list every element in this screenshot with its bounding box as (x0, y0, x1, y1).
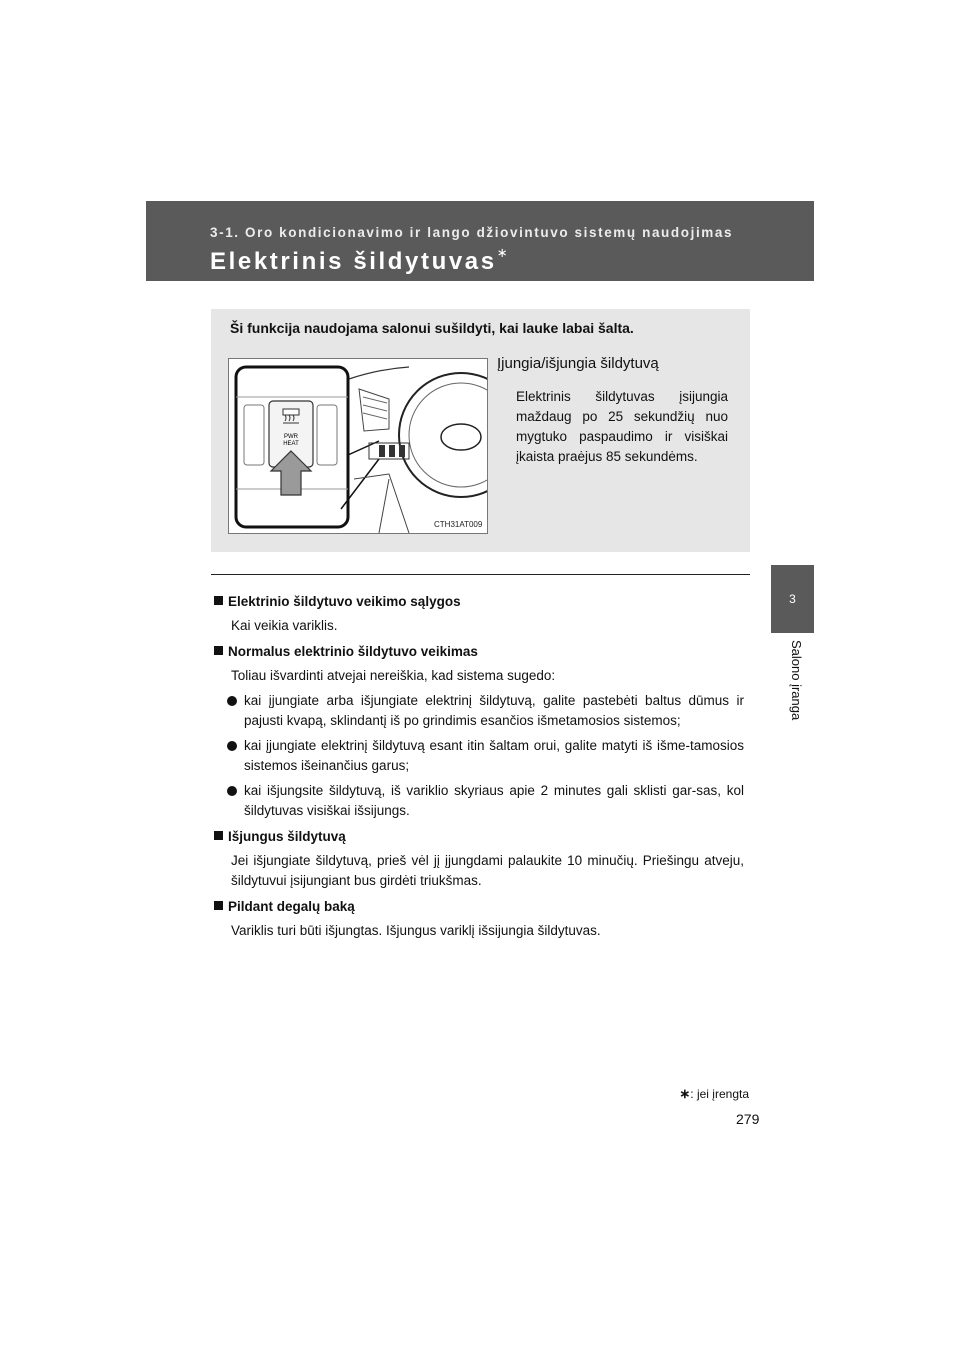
chapter-tab: 3 (771, 565, 814, 633)
button-label-pwr: PWR (284, 434, 298, 440)
dashboard-edge (349, 367, 409, 379)
list-item-text: kai išjungsite šildytuvą, iš variklio skyriaus apie 2 minutes gali sklisti gar-sas, kol šildytuvas visiškai išsijungs. (244, 783, 744, 818)
dashboard-drawing (229, 359, 487, 533)
vent-slat (363, 397, 387, 403)
side-switch (317, 405, 337, 465)
square-bullet-icon (214, 831, 223, 840)
section-title: 3-1. Oro kondicionavimo ir lango džiovintuvo sistemų naudojimas (210, 225, 734, 240)
figure-code: CTH31AT009 (434, 520, 483, 529)
list-item (214, 691, 744, 731)
steering-wheel (399, 373, 487, 497)
steering-wheel-inner (409, 383, 487, 487)
info-heading: Ši funkcija naudojama salonui sušildyti, kai lauke labai šalta. (230, 320, 634, 336)
section-heading (214, 592, 744, 612)
chapter-label: Salono įranga (789, 640, 804, 721)
vent-slat (363, 413, 387, 419)
section-text: Jei išjungiate šildytuvą, prieš vėl jį įjungdami palaukite 10 minučių. Priešingu atveju, šildytuvui įsijungiant bus girdėti triukšmas. (231, 853, 744, 888)
list-item (214, 781, 744, 821)
section-heading (214, 642, 744, 662)
button-label-heat: HEAT (283, 441, 299, 447)
round-bullet-icon (227, 786, 237, 796)
list-item (214, 736, 744, 776)
section-heading (214, 827, 744, 847)
footnote-asterisk: ∗ (679, 1086, 691, 1101)
dashboard-illustration (228, 358, 488, 534)
page-number: 279 (736, 1111, 760, 1127)
square-bullet-icon (214, 596, 223, 605)
section-heading-text: Pildant degalų baką (228, 899, 355, 914)
list-item-text: kai įjungiate elektrinį šildytuvą esant itin šaltam orui, galite matyti iš išme-tamosios sistemos išeinančius garus; (244, 738, 744, 773)
page-title (210, 245, 508, 276)
footnote-text: : jei įrengta (690, 1087, 749, 1101)
dashboard-lower (354, 474, 409, 533)
section-text: Kai veikia variklis. (231, 618, 338, 633)
section-heading-text: Elektrinio šildytuvo veikimo sąlygos (228, 594, 461, 609)
vent-slat (363, 405, 387, 411)
steering-hub (441, 424, 481, 450)
indicator-lamp (283, 409, 299, 415)
section-heading-text: Normalus elektrinio šildytuvo veikimas (228, 644, 478, 659)
section-text: Toliau išvardinti atvejai nereiškia, kad sistema sugedo: (231, 668, 556, 683)
section-text: Variklis turi būti išjungtas. Išjungus variklį išsijungia šildytuvas. (231, 923, 601, 938)
callout-text: Elektrinis šildytuvas įsijungia maždaug po 25 sekundžių nuo mygtuko paspaudimo ir visiškai įkaista praėjus 85 sekundėms. (516, 389, 728, 464)
round-bullet-icon (227, 741, 237, 751)
list-item-text: kai įjungiate arba išjungiate elektrinį šildytuvą, galite pastebėti baltus dūmus ir pajusti kvapą, sklindantį iš po grindimis esančios išmetamosios sistemos; (244, 693, 744, 728)
square-bullet-icon (214, 901, 223, 910)
footnote (679, 1086, 749, 1102)
dashboard-lower (379, 479, 389, 533)
round-bullet-icon (227, 696, 237, 706)
content-body (214, 592, 744, 941)
square-bullet-icon (214, 646, 223, 655)
switch (389, 445, 395, 457)
side-switch (244, 405, 264, 465)
section-heading-text: Išjungus šildytuvą (228, 829, 346, 844)
divider (211, 574, 750, 575)
title-asterisk: ∗ (496, 245, 508, 260)
page-title-text: Elektrinis šildytuvas (210, 248, 497, 275)
section-heading (214, 897, 744, 917)
callout-title: Įjungia/išjungia šildytuvą (497, 355, 659, 372)
switch (399, 445, 405, 457)
switch (379, 445, 385, 457)
